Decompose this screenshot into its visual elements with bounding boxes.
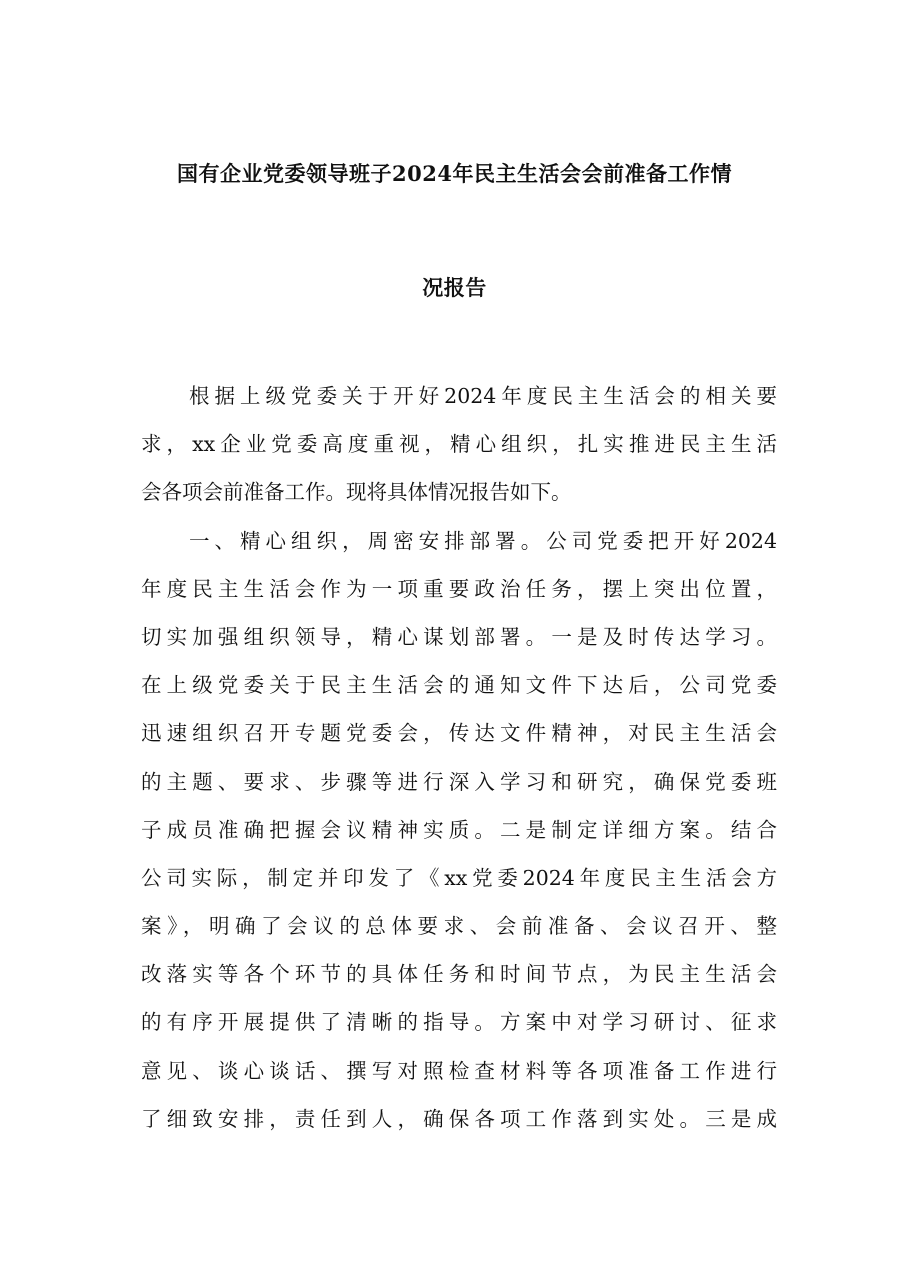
- text-line: 一、精心组织，周密安排部署。公司党委把开好2024: [189, 528, 777, 553]
- paragraph-section-1: [141, 517, 777, 1143]
- paragraph-intro: [141, 372, 777, 517]
- text-line: 了细致安排，责任到人，确保各项工作落到实处。三是成: [141, 1106, 777, 1131]
- text-line: 切实加强组织领导，精心谋划部署。一是及时传达学习。: [141, 624, 777, 649]
- text-line: 的有序开展提供了清晰的指导。方案中对学习研讨、征求: [141, 1010, 777, 1035]
- text-line: 会各项会前准备工作。现将具体情况报告如下。: [141, 480, 572, 505]
- text-line: 意见、谈心谈话、撰写对照检查材料等各项准备工作进行: [141, 1058, 777, 1083]
- text-line: 根据上级党委关于开好2024年度民主生活会的相关要: [189, 384, 777, 408]
- text-line: 改落实等各个环节的具体任务和时间节点，为民主生活会: [141, 962, 777, 987]
- document-title-line-1: 国有企业党委领导班子2024年民主生活会会前准备工作情: [177, 161, 732, 186]
- text-line: 在上级党委关于民主生活会的通知文件下达后，公司党委: [141, 673, 777, 698]
- document-body: [141, 372, 777, 1143]
- document-title-line-2: 况报告: [422, 275, 487, 300]
- text-line: 迅速组织召开专题党委会，传达文件精神，对民主生活会: [141, 721, 777, 746]
- text-line: 年度民主生活会作为一项重要政治任务，摆上突出位置，: [141, 576, 777, 601]
- text-line: 公司实际，制定并印发了《xx党委2024年度民主生活会方: [141, 865, 777, 890]
- text-line: 子成员准确把握会议精神实质。二是制定详细方案。结合: [141, 817, 777, 842]
- text-line: 求，xx企业党委高度重视，精心组织，扎实推进民主生活: [141, 432, 777, 457]
- text-line: 的主题、要求、步骤等进行深入学习和研究，确保党委班: [141, 769, 777, 794]
- text-line: 案》，明确了会议的总体要求、会前准备、会议召开、整: [141, 914, 777, 939]
